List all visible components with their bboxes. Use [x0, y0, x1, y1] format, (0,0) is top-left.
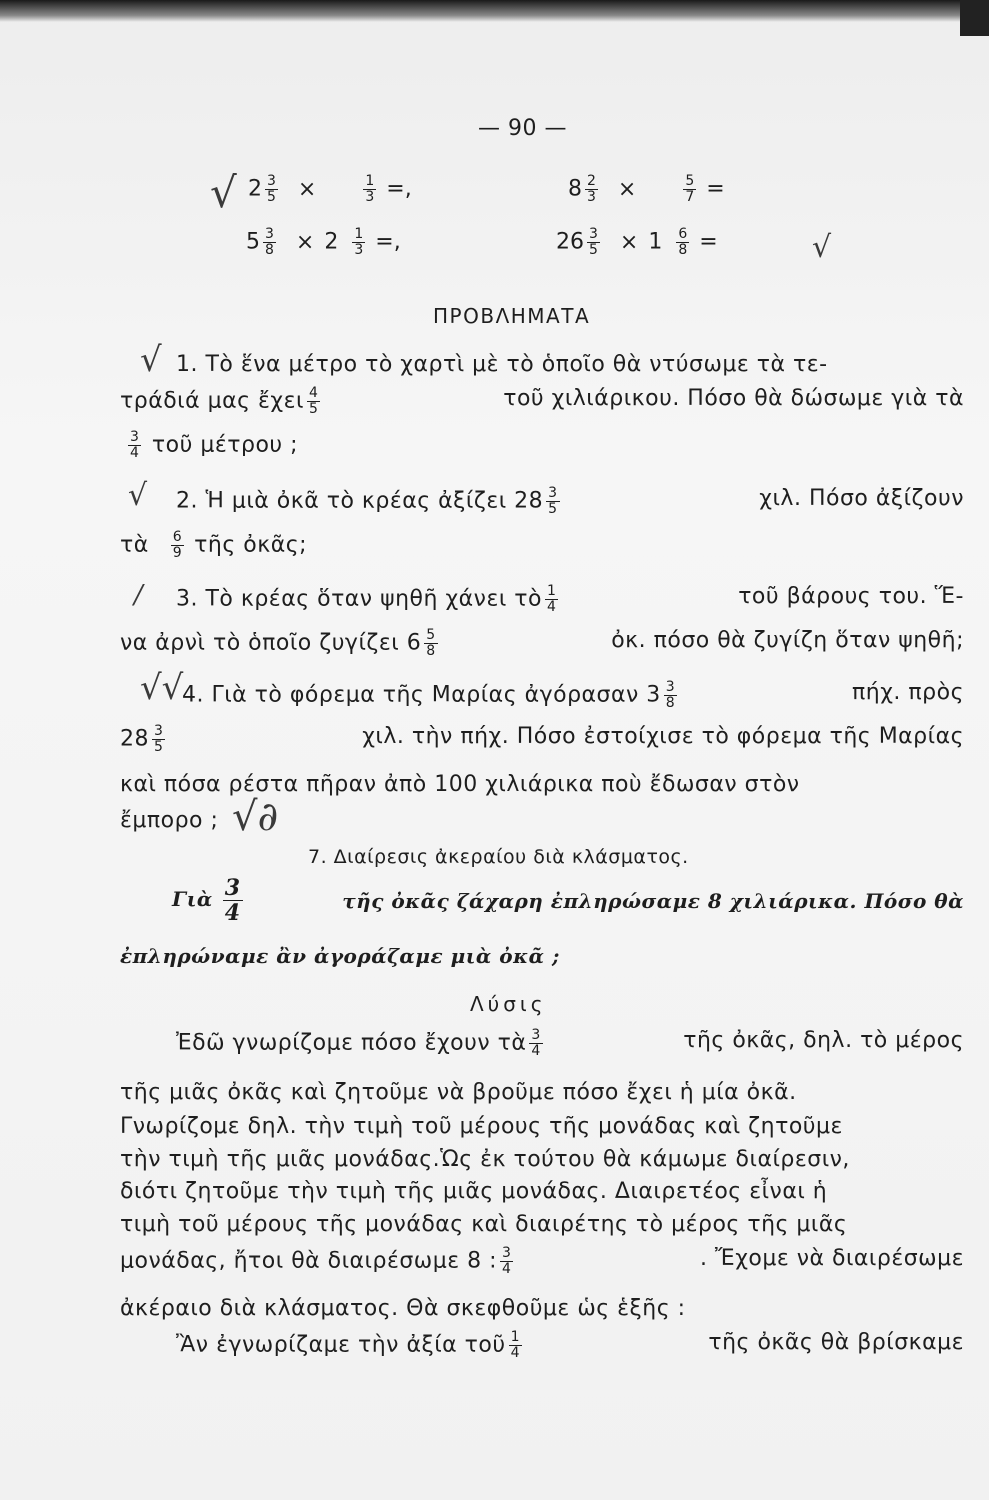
problem-3-line-1: 3. Τὸ κρέας ὅταν ψηθῆ χάνει τὸ $\frac{1}{4}$ τοῦ βάρους του. Ἕ- — [176, 583, 964, 615]
handwritten-check-mark-icon: √∂ — [232, 794, 279, 840]
problem-3-line-2: να ἀρνὶ τὸ ὁποῖο ζυγίζει 6 $\frac{5}{8}$ ὀκ. πόσο θὰ ζυγίζη ὅταν ψηθῆ; — [120, 627, 964, 659]
solution-line-5: διότι ζητοῦμε τὴν τιμὴ τῆς μιᾶς μονάδας. Διαιρετέος εἶναι ἡ — [120, 1179, 828, 1204]
problem-2-line-2: τὰ $\frac{6}{9}$ τῆς ὀκᾶς; — [120, 529, 308, 561]
problems-heading: ΠΡΟΒΛΗΜΑΤΑ — [433, 304, 591, 328]
solution-line-8: ἀκέραιο διὰ κλάσματος. Θὰ σκεφθοῦμε ὡς ἑξῆς : — [120, 1296, 686, 1321]
check-mark-icon: / — [134, 580, 143, 610]
exercise-3: 5 $\frac{3}{8}$ × 2 $\frac{1}{3}$ =, — [246, 226, 401, 258]
check-mark-icon: √ — [812, 230, 832, 265]
solution-line-1: Ἐδῶ γνωρίζομε πόσο ἔχουν τὰ $\frac{3}{4}$ τῆς ὀκᾶς, δηλ. τὸ μέρος — [176, 1027, 964, 1059]
scan-edge — [0, 0, 989, 22]
problem-4-line-2: 28 $\frac{3}{5}$ χιλ. τὴν πήχ. Πόσο ἐστοίχισε τὸ φόρεμα τῆς Μαρίας — [120, 723, 964, 755]
check-mark-icon: √ — [140, 340, 162, 380]
solution-line-2: τῆς μιᾶς ὀκᾶς καὶ ζητοῦμε νὰ βροῦμε πόσο ἔχει ἡ μία ὀκᾶ. — [120, 1080, 797, 1105]
exercise-2: 8 $\frac{2}{3}$ × $\frac{5}{7}$ = — [568, 173, 725, 205]
check-mark-icon: √ — [128, 478, 148, 513]
example-line-2: ἐπληρώναμε ἂν ἀγοράζαμε μιὰ ὀκᾶ ; — [120, 944, 560, 968]
solution-heading: Λύσις — [470, 992, 547, 1016]
exercise-1: 2 $\frac{3}{5}$ × $\frac{1}{3}$ =, — [248, 173, 412, 205]
solution-line-7: μονάδας, ἤτοι θὰ διαιρέσωμε 8 : $\frac{3}{4}$ . Ἔχομε νὰ διαιρέσωμε — [120, 1245, 964, 1277]
handwritten-check-mark-icon: √√ — [140, 668, 184, 708]
check-mark-icon: √ — [210, 168, 237, 217]
page-number: — 90 — — [478, 116, 567, 141]
solution-line-9: Ἂν ἐγνωρίζαμε τὴν ἀξία τοῦ $\frac{1}{4}$ τῆς ὀκᾶς θὰ βρίσκαμε — [176, 1329, 964, 1361]
example-line-1: Γιὰ $\frac{3}{4}$ τῆς ὀκᾶς ζάχαρη ἐπληρώσαμε 8 χιλιάρικα. Πόσο θὰ — [172, 875, 964, 926]
scan-corner — [960, 0, 989, 36]
problem-1-line-1: 1. Τὸ ἕνα μέτρο τὸ χαρτὶ μὲ τὸ ὁποῖο θὰ ντύσωμε τὰ τε- — [176, 352, 828, 377]
problem-1-line-3: $\frac{3}{4}$ τοῦ μέτρου ; — [130, 429, 299, 461]
problem-4-line-1: 4. Γιὰ τὸ φόρεμα τῆς Μαρίας ἀγόρασαν 3 $\frac{3}{8}$ πήχ. πρὸς — [182, 679, 964, 711]
section-title: 7. Διαίρεσις ἀκεραίου διὰ κλάσματος. — [308, 846, 689, 868]
problem-4-line-3: καὶ πόσα ρέστα πῆραν ἀπὸ 100 χιλιάρικα ποὺ ἔδωσαν στὸν — [120, 772, 800, 797]
problem-1-line-2: τράδιά μας ἔχει $\frac{4}{5}$ τοῦ χιλιάρικου. Πόσο θὰ δώσωμε γιὰ τὰ — [120, 385, 964, 417]
solution-line-6: τιμὴ τοῦ μέρους τῆς μονάδας καὶ διαιρέτης τὸ μέρος τῆς μιᾶς — [120, 1212, 848, 1237]
solution-line-4: τὴν τιμὴ τῆς μιᾶς μονάδας.Ὡς ἐκ τούτου θὰ κάμωμε διαίρεσιν, — [120, 1147, 850, 1172]
solution-line-3: Γνωρίζομε δηλ. τὴν τιμὴ τοῦ μέρους τῆς μονάδας καὶ ζητοῦμε — [120, 1114, 843, 1139]
problem-2-line-1: 2. Ἡ μιὰ ὀκᾶ τὸ κρέας ἀξίζει 28 $\frac{3}{5}$ χιλ. Πόσο ἀξίζουν — [176, 485, 964, 517]
problem-4-line-4: ἔμπορο ; — [120, 808, 219, 833]
exercise-4: 26 $\frac{3}{5}$ × 1 $\frac{6}{8}$ = — [556, 226, 718, 258]
